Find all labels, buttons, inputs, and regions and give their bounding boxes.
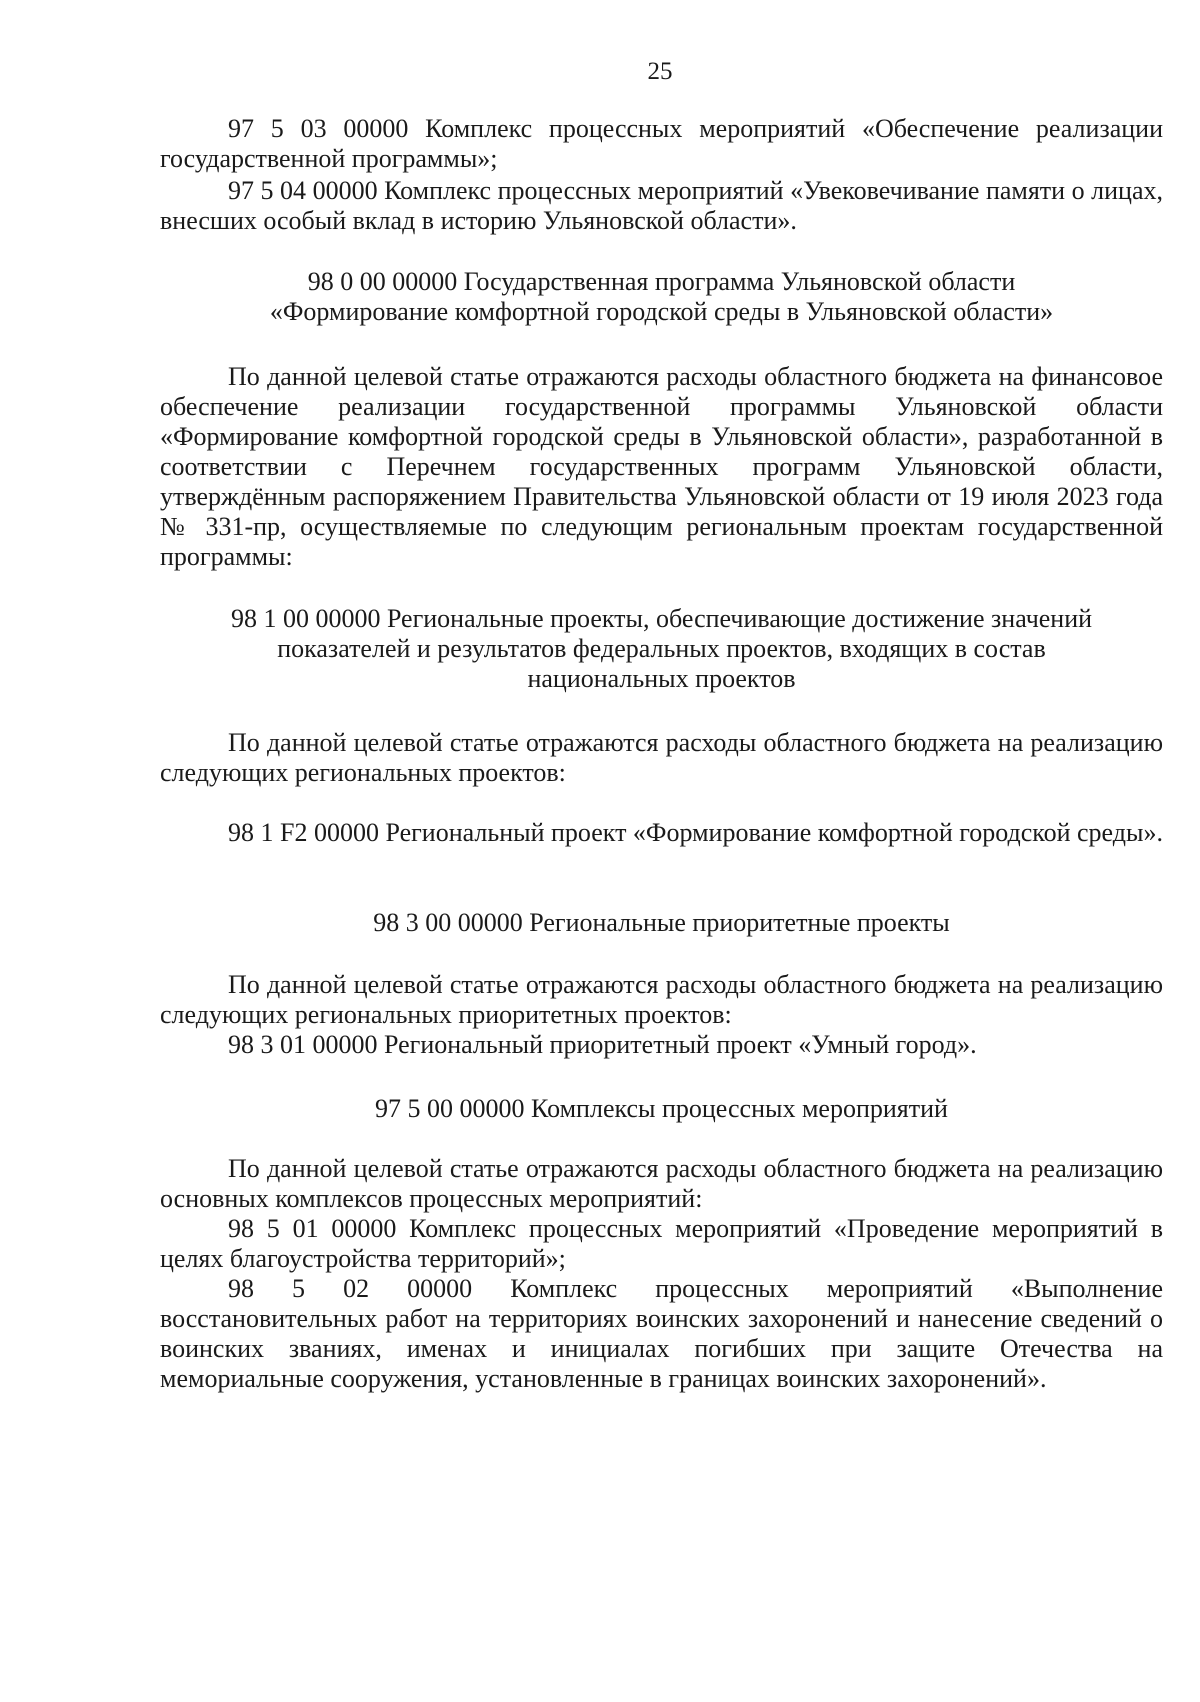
page-number: 25 <box>647 58 673 85</box>
paragraph-text: 98 3 01 00000 Региональный приоритетный проект «Умный город». <box>228 1030 977 1059</box>
paragraph-98-1-f2 <box>160 818 1163 848</box>
paragraph-text: 98 1 F2 00000 Региональный проект «Формирование комфортной городской среды». <box>228 818 1163 847</box>
heading-97-5 <box>160 1094 1163 1124</box>
paragraph-priority-projects <box>160 970 1163 1060</box>
heading-98-0 <box>160 267 1163 327</box>
heading-line: 98 0 00 00000 Государственная программа Ульяновской области <box>307 267 1016 296</box>
paragraph-text: 97 5 04 00000 Комплекс процессных мероприятий «Увековечивание памяти о лицах, внесших особый вклад в историю Ульяновской области». <box>160 176 1163 235</box>
heading-line: «Формирование комфортной городской среды в Ульяновской области» <box>269 297 1054 326</box>
paragraph-text: По данной целевой статье отражаются расходы областного бюджета на финансовое обеспечение реализации государственной программы Ульяновской области «Формирование комфортной городской среды в Ульяновской области», разработанной в соответствии с Перечнем государственных программ Ульяновской области, утверждённым распоряжением Правительства Ульяновской области от 19 июля 2023 года № 331-пр, осуществляемые по следующим региональным проектам государственной программы: <box>160 362 1163 571</box>
heading-line: национальных проектов <box>527 664 796 693</box>
paragraph-text: По данной целевой статье отражаются расходы областного бюджета на реализацию следующих региональных приоритетных проектов: <box>160 970 1163 1029</box>
paragraph-text: По данной целевой статье отражаются расходы областного бюджета на реализацию следующих региональных проектов: <box>160 728 1163 787</box>
heading-98-1 <box>160 604 1163 694</box>
heading-line: 98 1 00 00000 Региональные проекты, обеспечивающие достижение значений <box>230 604 1093 633</box>
paragraph-regional-projects <box>160 728 1163 788</box>
paragraph-process-complexes <box>160 1154 1163 1394</box>
paragraph-97-5-03 <box>160 114 1163 174</box>
paragraph-program-description <box>160 362 1163 572</box>
heading-line: показателей и результатов федеральных проектов, входящих в состав <box>277 634 1046 663</box>
paragraph-text: По данной целевой статье отражаются расходы областного бюджета на реализацию основных комплексов процессных мероприятий: <box>160 1154 1163 1213</box>
heading-line: 98 3 00 00000 Региональные приоритетные проекты <box>373 908 950 937</box>
paragraph-text: 97 5 03 00000 Комплекс процессных мероприятий «Обеспечение реализации государственной программы»; <box>160 114 1163 173</box>
heading-line: 97 5 00 00000 Комплексы процессных мероприятий <box>375 1094 948 1123</box>
paragraph-97-5-04 <box>160 176 1163 236</box>
paragraph-text: 98 5 01 00000 Комплекс процессных мероприятий «Проведение мероприятий в целях благоустройства территорий»; <box>160 1214 1163 1273</box>
paragraph-text: 98 5 02 00000 Комплекс процессных мероприятий «Выполнение восстановительных работ на территориях воинских захоронений и нанесение сведений о воинских званиях, именах и инициалах погибших при защите Отечества на мемориальные сооружения, установленные в границах воинских захоронений». <box>160 1274 1163 1393</box>
heading-98-3 <box>160 908 1163 938</box>
